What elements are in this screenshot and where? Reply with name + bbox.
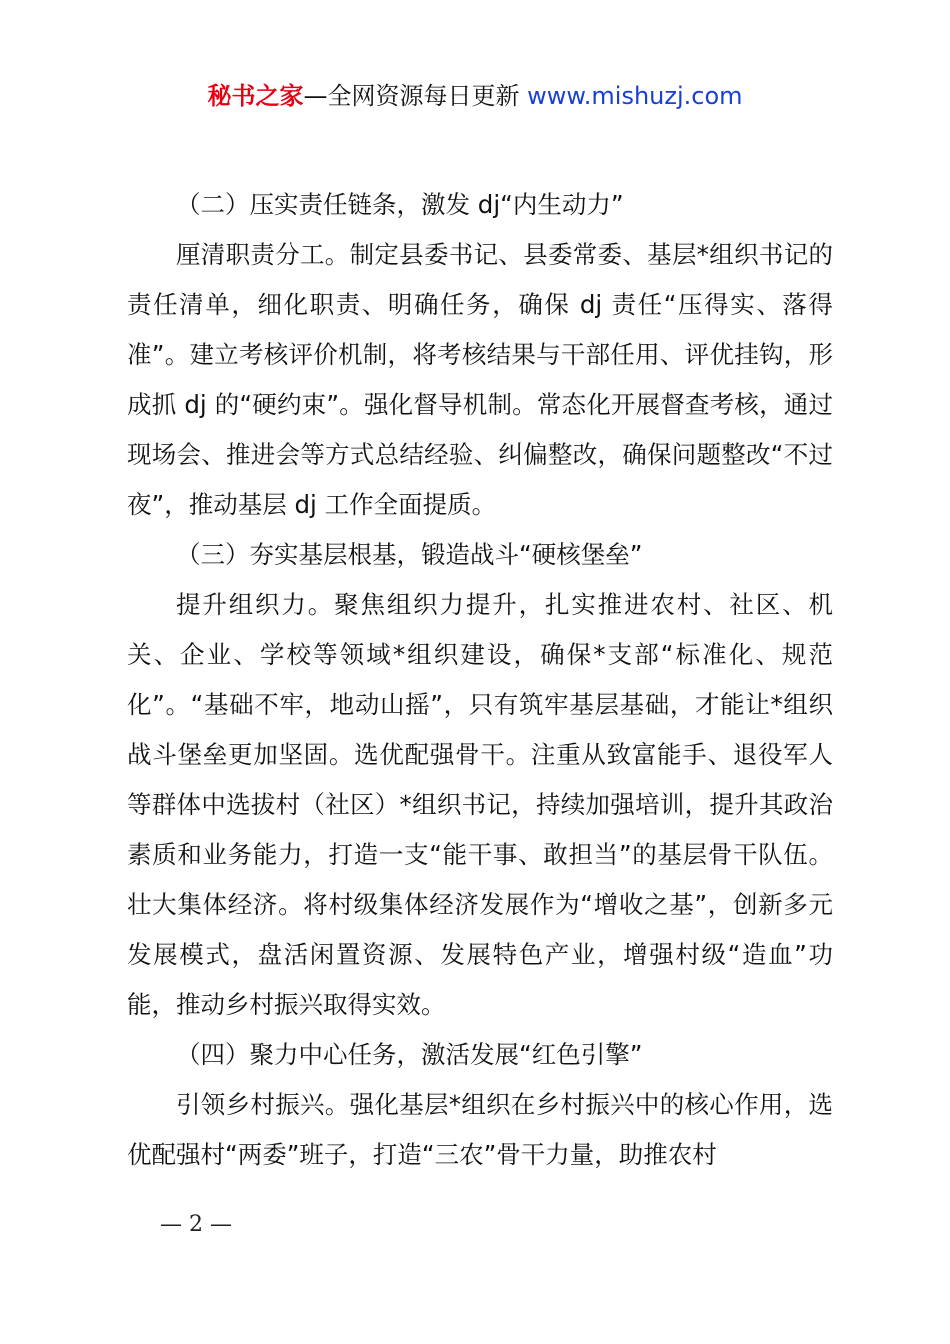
section-heading-4: （四）聚力中心任务，激活发展“红色引擎” bbox=[176, 1040, 643, 1069]
brand-name: 秘书之家 bbox=[207, 82, 304, 110]
section-heading-2: （二）压实责任链条，激发 dj“内生动力” bbox=[176, 190, 624, 219]
site-header bbox=[0, 80, 950, 112]
section-heading-3: （三）夯实基层根基，锻造战斗“硬核堡垒” bbox=[176, 540, 643, 569]
page-number: — 2 — bbox=[160, 1212, 232, 1237]
document-body bbox=[127, 180, 833, 1180]
paragraph-foundation: 提升组织力。聚焦组织力提升，扎实推进农村、社区、机关、企业、学校等领域*组织建设，确保*支部“标准化、规范化”。“基础不牢，地动山摇”，只有筑牢基层基础，才能让*组织战斗堡垒更加坚固。选优配强骨干。注重从致富能手、退役军人等群体中选拔村（社区）*组织书记，持续加强培训，提升其政治素质和业务能力，打造一支“能干事、敢担当”的基层骨干队伍。壮大集体经济。将村级集体经济发展作为“增收之基”，创新多元发展模式，盘活闲置资源、发展特色产业，增强村级“造血”功能，推动乡村振兴取得实效。 bbox=[127, 590, 833, 1019]
site-url[interactable]: www.mishuzj.com bbox=[527, 82, 743, 110]
paragraph-rural-revitalization: 引领乡村振兴。强化基层*组织在乡村振兴中的核心作用，选优配强村“两委”班子，打造“三农”骨干力量，助推农村 bbox=[127, 1090, 833, 1169]
header-slogan: —全网资源每日更新 bbox=[303, 82, 528, 110]
paragraph-responsibility: 厘清职责分工。制定县委书记、县委常委、基层*组织书记的责任清单，细化职责、明确任务，确保 dj 责任“压得实、落得准”。建立考核评价机制，将考核结果与干部任用、评优挂钩，形成抓 dj 的“硬约束”。强化督导机制。常态化开展督查考核，通过现场会、推进会等方式总结经验、纠偏整改，确保问题整改“不过夜”，推动基层 dj 工作全面提质。 bbox=[127, 240, 833, 519]
